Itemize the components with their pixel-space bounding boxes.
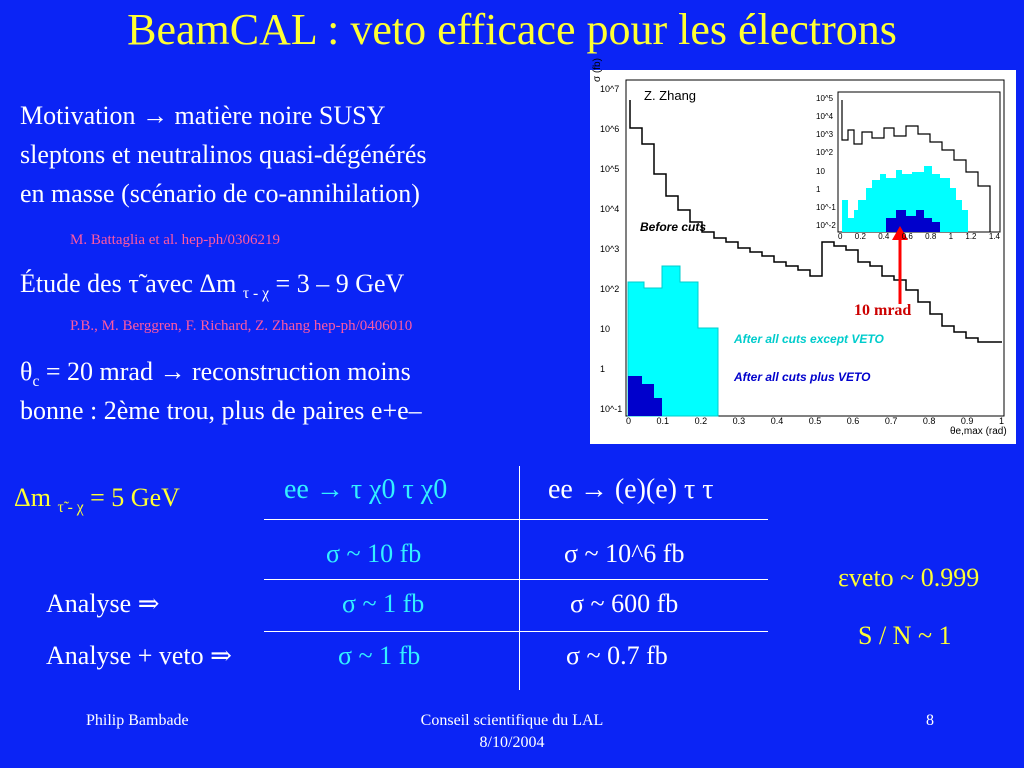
inset-x-tick: 0 — [838, 232, 843, 241]
motivation-line-1: Motivation → matière noire SUSY — [20, 101, 386, 130]
x-tick: 0.2 — [694, 416, 708, 426]
inset-y-tick: 10^2 — [816, 148, 834, 158]
table-divider-3 — [264, 631, 768, 632]
x-tick: 0 — [626, 416, 632, 426]
plot-legend-except: After all cuts except VETO — [734, 332, 884, 346]
footer-page-number: 8 — [926, 712, 934, 729]
y-tick: 10^2 — [600, 284, 620, 294]
motivation-line-2: sleptons et neutralinos quasi-dégénérés — [20, 140, 427, 169]
etude-range: = 3 – 9 GeV — [275, 269, 405, 298]
inset-y-tick: 10^-2 — [816, 220, 836, 230]
inset-y-tick: 10^5 — [816, 94, 834, 103]
theta-line-2: bonne : 2ème trou, plus de paires e+e– — [20, 396, 422, 425]
y-tick: 10^3 — [600, 244, 620, 254]
inset-y-tick: 10 — [816, 166, 825, 176]
reference-bambade: P.B., M. Berggren, F. Richard, Z. Zhang hep-ph/0406010 — [70, 318, 413, 334]
inset-x-tick: 0.2 — [854, 232, 866, 241]
signal-noise-label: S / N ~ 1 — [858, 621, 952, 650]
footer-author: Philip Bambade — [86, 712, 189, 729]
epsilon-veto-label: εveto ~ 0.999 — [838, 563, 980, 592]
x-tick: 0.1 — [656, 416, 670, 426]
y-tick: 10^6 — [600, 124, 620, 134]
stau-symbol: τ̃ — [128, 269, 139, 298]
row3-col1: σ ~ 1 fb — [338, 641, 421, 670]
inset-y-tick: 10^-1 — [816, 202, 836, 212]
row2-label: Analyse ⇒ — [46, 589, 160, 618]
inset-y-tick: 10^3 — [816, 130, 834, 140]
col2-header: ee → (e)(e) τ τ — [548, 474, 714, 505]
row1-col1: σ ~ 10 fb — [326, 539, 422, 568]
delta-m-label — [14, 478, 180, 527]
plot-author: Z. Zhang — [644, 88, 697, 103]
row2-col1: σ ~ 1 fb — [342, 589, 425, 618]
etude-line — [20, 264, 404, 313]
table-divider-1 — [264, 519, 768, 520]
plot-xlabel: θe,max (rad) — [950, 426, 1007, 437]
etude-avec: avec Δm — [145, 269, 237, 298]
plot-ylabel: σ (fb) — [592, 58, 603, 82]
x-tick: 0.5 — [808, 416, 822, 426]
theta-subscript: c — [32, 373, 40, 391]
cross-section-plot — [590, 58, 1016, 444]
etude-prefix: Étude des — [20, 269, 122, 298]
inset-x-tick: 0.6 — [901, 232, 913, 241]
etude-subscript: τ - χ — [242, 285, 270, 303]
inset-x-tick: 0.8 — [925, 232, 937, 241]
y-tick: 10^7 — [600, 84, 620, 94]
y-tick: 10 — [600, 324, 611, 334]
arrow-label: 10 mrad — [854, 302, 912, 319]
inset-y-tick: 10^4 — [816, 112, 834, 122]
x-tick: 0.3 — [732, 416, 746, 426]
row2-col2: σ ~ 600 fb — [570, 589, 679, 618]
y-tick: 10^5 — [600, 164, 620, 174]
plot-legend-plus: After all cuts plus VETO — [734, 370, 871, 384]
dm-value: = 5 GeV — [90, 483, 180, 512]
x-tick: 0.4 — [770, 416, 784, 426]
theta-text: = 20 mrad → reconstruction moins — [45, 357, 411, 386]
col1-header: ee → τ χ0 τ χ0 — [284, 474, 448, 505]
plot-y-ticks — [600, 84, 622, 414]
footer-center-1: Conseil scientifique du LAL — [420, 712, 604, 729]
inset-x-tick: 1.2 — [965, 232, 977, 241]
inset-y-tick: 1 — [816, 184, 821, 194]
inset-x-ticks — [838, 232, 1000, 241]
x-tick: 0.6 — [846, 416, 860, 426]
inset-x-tick: 0.4 — [878, 232, 890, 241]
row3-label: Analyse + veto ⇒ — [46, 641, 232, 670]
plot-svg — [590, 70, 1016, 444]
dm-subscript: τ̃ - χ — [57, 499, 84, 517]
x-tick: 0.8 — [922, 416, 936, 426]
motivation-line-3: en masse (scénario de co-annihilation) — [20, 179, 420, 208]
row3-col2: σ ~ 0.7 fb — [566, 641, 668, 670]
plot-x-ticks — [626, 416, 1004, 426]
inset-y-ticks — [816, 94, 836, 230]
inset-x-tick: 1.4 — [988, 232, 1000, 241]
plot-before-cuts-label: Before cuts — [640, 220, 707, 234]
y-tick: 1 — [600, 364, 606, 374]
reference-battaglia: M. Battaglia et al. hep-ph/0306219 — [70, 232, 280, 248]
theta-symbol: θ — [20, 357, 33, 386]
x-tick: 0.7 — [884, 416, 898, 426]
x-tick: 1 — [998, 416, 1004, 426]
footer-center-2: 8/10/2004 — [479, 734, 545, 751]
row1-col2: σ ~ 10^6 fb — [564, 539, 685, 568]
inset-x-tick: 1 — [948, 232, 954, 241]
table-vertical-divider — [519, 466, 520, 690]
y-tick: 10^4 — [600, 204, 620, 214]
y-tick: 10^-1 — [600, 404, 623, 414]
dm-symbol: Δm — [14, 483, 51, 512]
x-tick: 0.9 — [960, 416, 974, 426]
table-divider-2 — [264, 579, 768, 580]
slide-title: BeamCAL : veto efficace pour les électrons — [127, 5, 897, 54]
